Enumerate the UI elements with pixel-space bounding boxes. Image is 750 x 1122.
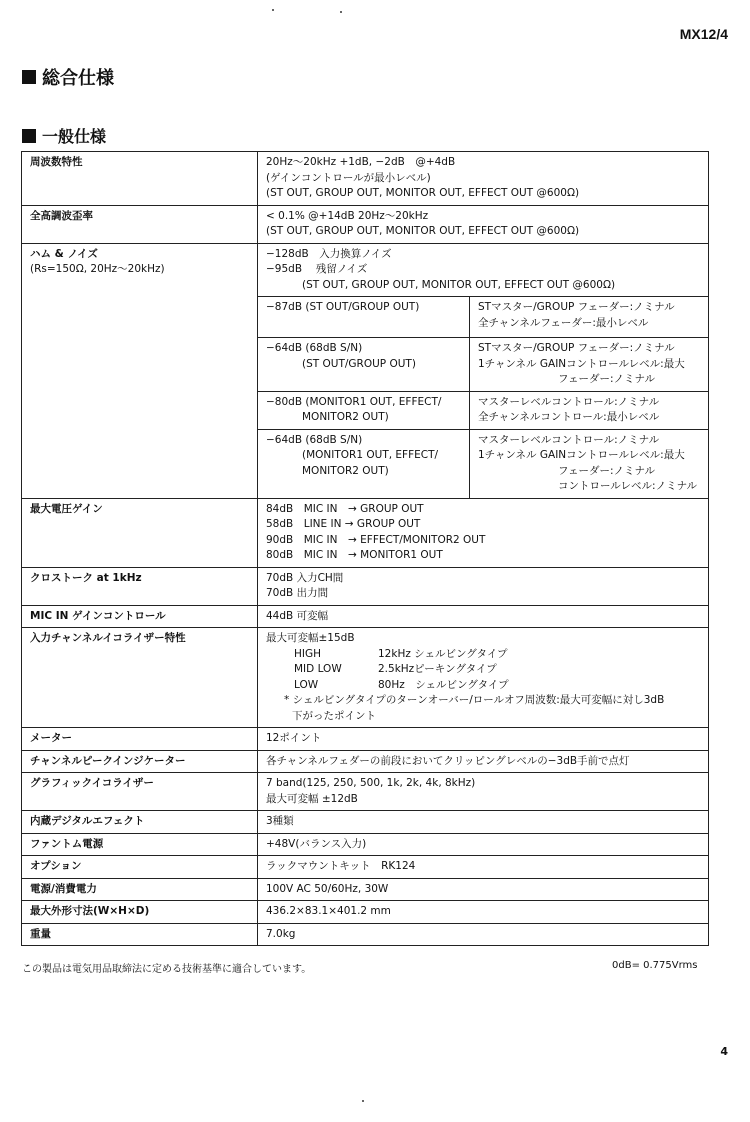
row-value: 7.0kg: [258, 923, 709, 946]
row-value: 44dB 可変幅: [258, 605, 709, 628]
row-value: −128dB 入力換算ノイズ −95dB 残留ノイズ (ST OUT, GROUP OUT, MONITOR OUT, EFFECT OUT @600Ω) −87dB (ST OUT/GROUP OUT) STマスター/GROUP フェーダー:ノミナル 全チャンネルフェーダー:最小レベル −64dB (68dB S/N) (ST OUT/GROUP OUT) STマスター/GROUP フェーダー:ノミナル 1チャンネル GAINコントロールレベル:最大 フェーダー:ノミナル −80dB (MONITOR1 OUT, EFFECT/ MONITOR2 OUT) マスターレベルコントロール:ノミナル 全チャンネルコントロール:最小レベル −64dB (68dB S/N) (MONITOR1 OUT, EFFECT/ MONITOR2 OUT) マスターレベルコントロール:ノミナル 1チャンネル GAINコントロールレベル:最大 フェーダー:ノミナル コントロールレベル:ノミナル: [258, 243, 709, 498]
row-label: クロストーク at 1kHz: [22, 567, 258, 605]
noise-subrow: −87dB (ST OUT/GROUP OUT) STマスター/GROUP フェーダー:ノミナル 全チャンネルフェーダー:最小レベル: [258, 296, 708, 337]
table-row: [22, 878, 709, 901]
noise-subrow: −64dB (68dB S/N) (MONITOR1 OUT, EFFECT/ MONITOR2 OUT) マスターレベルコントロール:ノミナル 1チャンネル GAINコントロールレベル:最大 フェーダー:ノミナル コントロールレベル:ノミナル: [258, 429, 708, 498]
table-row: [22, 728, 709, 751]
row-label: グラフィックイコライザー: [22, 773, 258, 811]
spec-table: [21, 151, 709, 946]
page-number: 4: [720, 1045, 728, 1058]
row-label: 重量: [22, 923, 258, 946]
table-row: [22, 773, 709, 811]
noise-subrow: −80dB (MONITOR1 OUT, EFFECT/ MONITOR2 OUT) マスターレベルコントロール:ノミナル 全チャンネルコントロール:最小レベル: [258, 391, 708, 429]
table-row: [22, 811, 709, 834]
table-row: [22, 628, 709, 728]
row-value: 7 band(125, 250, 500, 1k, 2k, 4k, 8kHz) 最大可変幅 ±12dB: [258, 773, 709, 811]
row-label: ハム & ノイズ (Rs=150Ω, 20Hz〜20kHz): [22, 243, 258, 498]
row-value: 70dB 入力CH間 70dB 出力間: [258, 567, 709, 605]
row-value: 各チャンネルフェダーの前段においてクリッピングレベルの−3dB手前で点灯: [258, 750, 709, 773]
row-label: チャンネルピークインジケーター: [22, 750, 258, 773]
row-value: 20Hz〜20kHz +1dB, −2dB @+4dB (ゲインコントロールが最小レベル) (ST OUT, GROUP OUT, MONITOR OUT, EFFECT OUT @600Ω): [258, 152, 709, 206]
row-value: 3種類: [258, 811, 709, 834]
row-value: 436.2×83.1×401.2 mm: [258, 901, 709, 924]
table-row: [22, 856, 709, 879]
model-number: MX12/4: [679, 26, 728, 42]
table-row: [22, 833, 709, 856]
row-label: ファントム電源: [22, 833, 258, 856]
footer-note: この製品は電気用品取締法に定める技術基準に適合しています。: [22, 964, 312, 975]
scan-speck: [272, 9, 274, 11]
row-label: オプション: [22, 856, 258, 879]
table-row: [22, 923, 709, 946]
row-value: 12ポイント: [258, 728, 709, 751]
row-value: ラックマウントキット RK124: [258, 856, 709, 879]
table-row: [22, 567, 709, 605]
row-label: 電源/消費電力: [22, 878, 258, 901]
square-bullet-icon: [22, 70, 36, 84]
table-row: [22, 243, 709, 498]
row-value: < 0.1% @+14dB 20Hz〜20kHz (ST OUT, GROUP OUT, MONITOR OUT, EFFECT OUT @600Ω): [258, 205, 709, 243]
row-value: +48V(バランス入力): [258, 833, 709, 856]
table-row: [22, 498, 709, 567]
section-title: 一般仕様: [22, 124, 106, 147]
row-label: MIC IN ゲインコントロール: [22, 605, 258, 628]
table-row: [22, 901, 709, 924]
table-row: [22, 605, 709, 628]
row-value: 最大可変幅±15dB HIGH 12kHz シェルビングタイプ MID LOW 2.5kHzピーキングタイプ LOW 80Hz シェルビングタイプ * シェルビングタイプのターンオーバー/ロールオフ周波数:最大可変幅に対し3dB 下がったポイント: [258, 628, 709, 728]
square-bullet-icon: [22, 129, 36, 143]
row-label: 最大電圧ゲイン: [22, 498, 258, 567]
row-value: 100V AC 50/60Hz, 30W: [258, 878, 709, 901]
page-title: 総合仕様: [22, 64, 114, 90]
table-row: [22, 205, 709, 243]
row-label: 最大外形寸法(W×H×D): [22, 901, 258, 924]
noise-subrow: −64dB (68dB S/N) (ST OUT/GROUP OUT) STマスター/GROUP フェーダー:ノミナル 1チャンネル GAINコントロールレベル:最大 フェーダー:ノミナル: [258, 337, 708, 391]
row-label: 内蔵デジタルエフェクト: [22, 811, 258, 834]
table-row: [22, 750, 709, 773]
row-label: メーター: [22, 728, 258, 751]
row-label: 全高調波歪率: [22, 205, 258, 243]
row-label: 入力チャンネルイコライザー特性: [22, 628, 258, 728]
table-row: [22, 152, 709, 206]
scan-speck: [340, 11, 342, 13]
footer-reference: 0dB= 0.775Vrms: [612, 960, 698, 971]
scan-speck: [362, 1100, 364, 1102]
row-label: 周波数特性: [22, 152, 258, 206]
row-value: 84dB MIC IN → GROUP OUT 58dB LINE IN → GROUP OUT 90dB MIC IN → EFFECT/MONITOR2 OUT 80dB MIC IN → MONITOR1 OUT: [258, 498, 709, 567]
